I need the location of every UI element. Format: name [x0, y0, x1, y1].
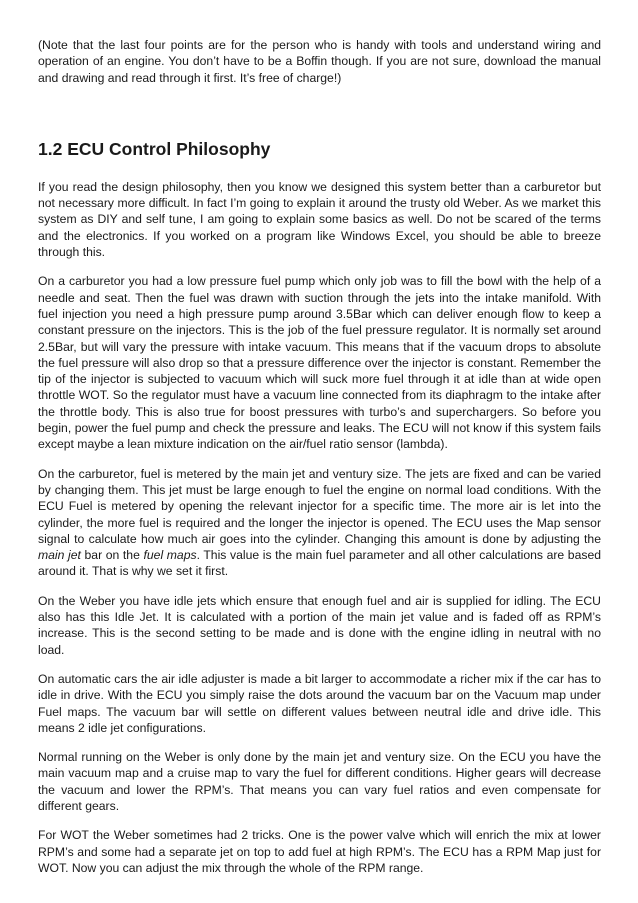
section-heading: 1.2 ECU Control Philosophy: [38, 138, 271, 159]
main-jet-term: main jet: [38, 548, 81, 563]
paragraph-idle-jets: On the Weber you have idle jets which ensure that enough fuel and air is supplied for idling. The ECU also has this Idle Jet. It is calculated with a portion of the main jet value and is faded off as RPM’s increase. This is the second setting to be made and is done with the engine idling in neutral with no load.: [38, 593, 601, 657]
main-jet-text-start: On the carburetor, fuel is metered by the main jet and ventury size. The jets are fixed and can be varied by changing them. This jet must be large enough to fuel the engine on normal load conditions. With the ECU Fuel is metered by opening the relevant injector for a specific time. The more air is let into the cylinder, the more fuel is required and the longer the injector is opened. The ECU uses the Map sensor signal to calculate how much air goes into the cylinder. Changing this amount is done by adjusting the: [38, 466, 601, 546]
paragraph-design-philosophy: If you read the design philosophy, then you know we designed this system better than a carburetor but not necessary more difficult. In fact I’m going to explain it around the trusty old Weber. As we market this system as DIY and self tune, I am going to explain some basics as well. Do not be scared of the terms and the electronics. If you worked on a program like Windows Excel, you should be able to breeze through this.: [38, 179, 601, 260]
fuel-maps-term: fuel maps: [143, 548, 197, 563]
paragraph-main-jet: [38, 466, 601, 580]
paragraph-wot: For WOT the Weber sometimes had 2 tricks. One is the power valve which will enrich the mix at lower RPM’s and some had a separate jet on top to add fuel at high RPM’s. The ECU has a RPM Map just for WOT. Now you can adjust the mix through the whole of the RPM range.: [38, 828, 601, 875]
intro-note: (Note that the last four points are for the person who is handy with tools and understand wiring and operation of an engine. You don’t have to be a Boffin though. If you are not sure, download the manual and drawing and read through it first. It’s free of charge!): [38, 38, 601, 85]
paragraph-automatic-cars: On automatic cars the air idle adjuster is made a bit larger to accommodate a richer mix if the car has to idle in drive. With the ECU you simply raise the dots around the vacuum bar on the Vacuum map under Fuel maps. The vacuum bar will settle on different values between neutral idle and drive idle. This means 2 idle jet configurations.: [38, 671, 601, 735]
document-page: [38, 37, 601, 876]
main-jet-text-end: . This value is the main fuel parameter and all other calculations are based around it. That is why we set it first.: [38, 548, 602, 579]
paragraph-fuel-pressure: On a carburetor you had a low pressure fuel pump which only job was to fill the bowl with the help of a needle and seat. Then the fuel was drawn with suction through the jets into the intake manifold. With fuel injection you need a high pressure pump around 3.5Bar which can deliver enough flow to keep a constant pressure on the injectors. This is the job of the fuel pressure regulator. It is normally set around 2.5Bar, but will vary the pressure with intake vacuum. This means that if the vacuum drops to absolute the fuel pressure will also drop so that a pressure difference over the injector is constant. Remember the tip of the injector is subjected to vacuum which will suck more fuel through it at idle than at wide open throttle WOT. So the regulator must have a vacuum line connected from its diaphragm to the intake after the throttle body. This is also true for boost pressures with turbo’s and superchargers. So before you begin, power the fuel pump and check the pressure and leaks. The ECU will not know if this system fails except maybe a lean mixture indication on the air/fuel ratio sensor (lambda).: [38, 274, 601, 452]
paragraph-normal-running: Normal running on the Weber is only done by the main jet and ventury size. On the ECU you have the main vacuum map and a cruise map to vary the fuel for different conditions. Higher gears will decrease the vacuum and lower the RPM’s. That means you can vary fuel ratios and even compensate for different gears.: [38, 750, 601, 813]
main-jet-text-middle: bar on the: [84, 548, 140, 563]
